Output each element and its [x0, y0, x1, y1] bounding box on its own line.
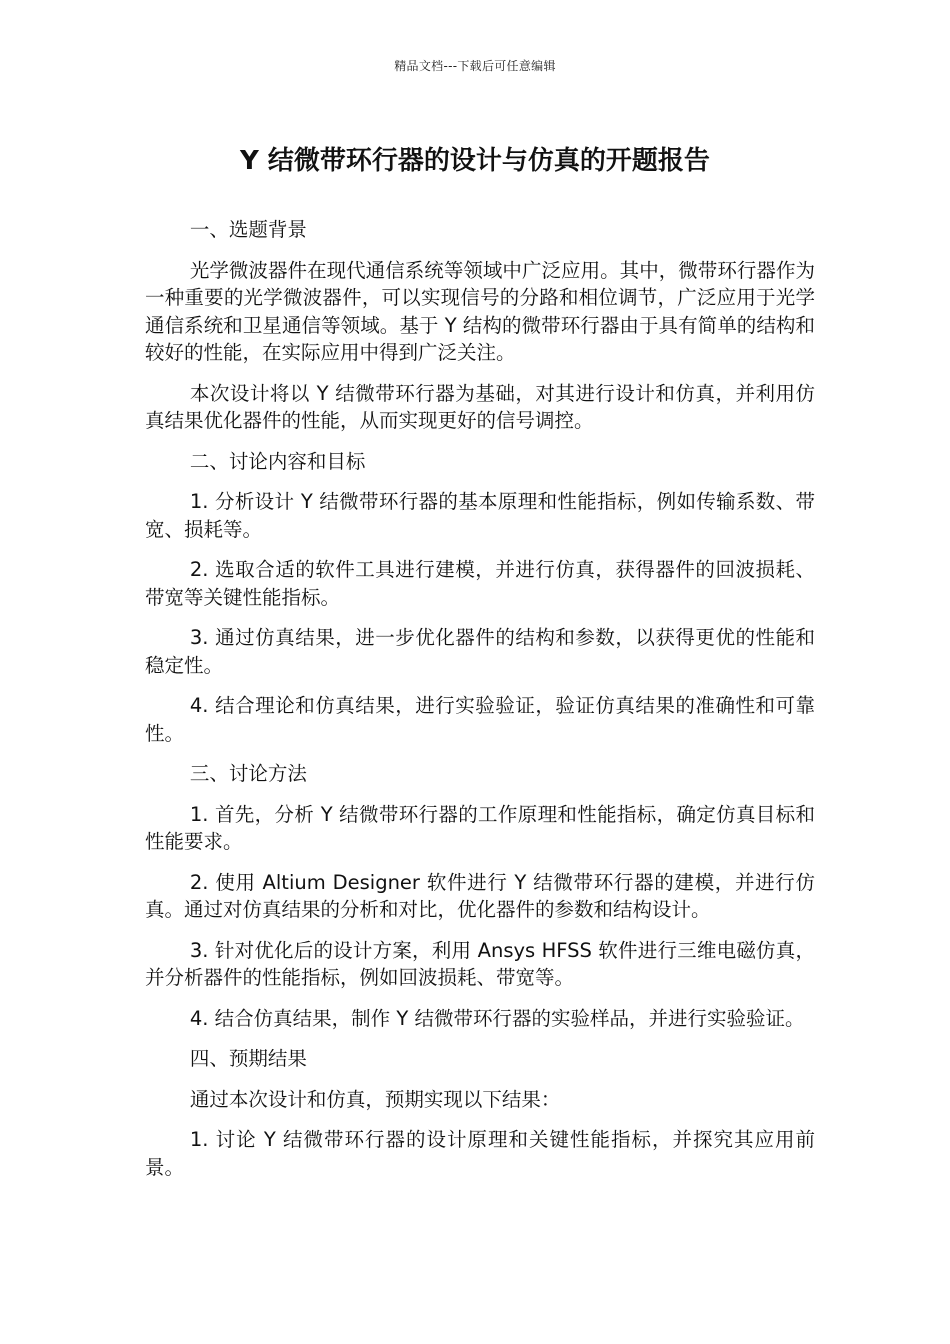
list-item: 2. 选取合适的软件工具进行建模，并进行仿真，获得器件的回波损耗、带宽等关键性能指标。	[145, 558, 815, 609]
list-item: 1. 首先，分析 Y 结微带环行器的工作原理和性能指标，确定仿真目标和性能要求。	[145, 802, 815, 853]
section-heading-background: 一、选题背景	[189, 218, 307, 241]
list-item: 1. 分析设计 Y 结微带环行器的基本原理和性能指标，例如传输系数、带宽、损耗等。	[145, 490, 815, 541]
list-item: 4. 结合理论和仿真结果，进行实验验证，验证仿真结果的准确性和可靠性。	[145, 694, 815, 745]
document-body	[145, 216, 815, 1181]
header-note: 精品文档---下载后可任意编辑	[394, 59, 556, 73]
list-item: 4. 结合仿真结果，制作 Y 结微带环行器的实验样品，并进行实验验证。	[189, 1006, 805, 1030]
paragraph: 通过本次设计和仿真，预期实现以下结果：	[189, 1087, 561, 1111]
document-title: Y 结微带环行器的设计与仿真的开题报告	[240, 146, 710, 176]
list-item: 2. 使用 Altium Designer 软件进行 Y 结微带环行器的建模，并进行仿真。通过对仿真结果的分析和对比，优化器件的参数和结构设计。	[145, 870, 815, 921]
section-heading-expected-results: 四、预期结果	[189, 1047, 307, 1070]
section-heading-content-goals: 二、讨论内容和目标	[189, 449, 366, 473]
section-heading-methods: 三、讨论方法	[189, 762, 307, 785]
list-item: 3. 通过仿真结果，进一步优化器件的结构和参数，以获得更优的性能和稳定性。	[145, 626, 815, 677]
paragraph: 本次设计将以 Y 结微带环行器为基础，对其进行设计和仿真，并利用仿真结果优化器件的性能，从而实现更好的信号调控。	[145, 381, 815, 432]
list-item: 1. 讨论 Y 结微带环行器的设计原理和关键性能指标，并探究其应用前景。	[145, 1128, 815, 1179]
paragraph: 光学微波器件在现代通信系统等领域中广泛应用。其中，微带环行器作为一种重要的光学微波器件，可以实现信号的分路和相位调节，广泛应用于光学通信系统和卫星通信等领域。基于 Y 结构的微带环行器由于具有简单的结构和较好的性能，在实际应用中得到广泛关注。	[145, 258, 815, 364]
list-item: 3. 针对优化后的设计方案，利用 Ansys HFSS 软件进行三维电磁仿真，并分析器件的性能指标，例如回波损耗、带宽等。	[145, 938, 815, 989]
